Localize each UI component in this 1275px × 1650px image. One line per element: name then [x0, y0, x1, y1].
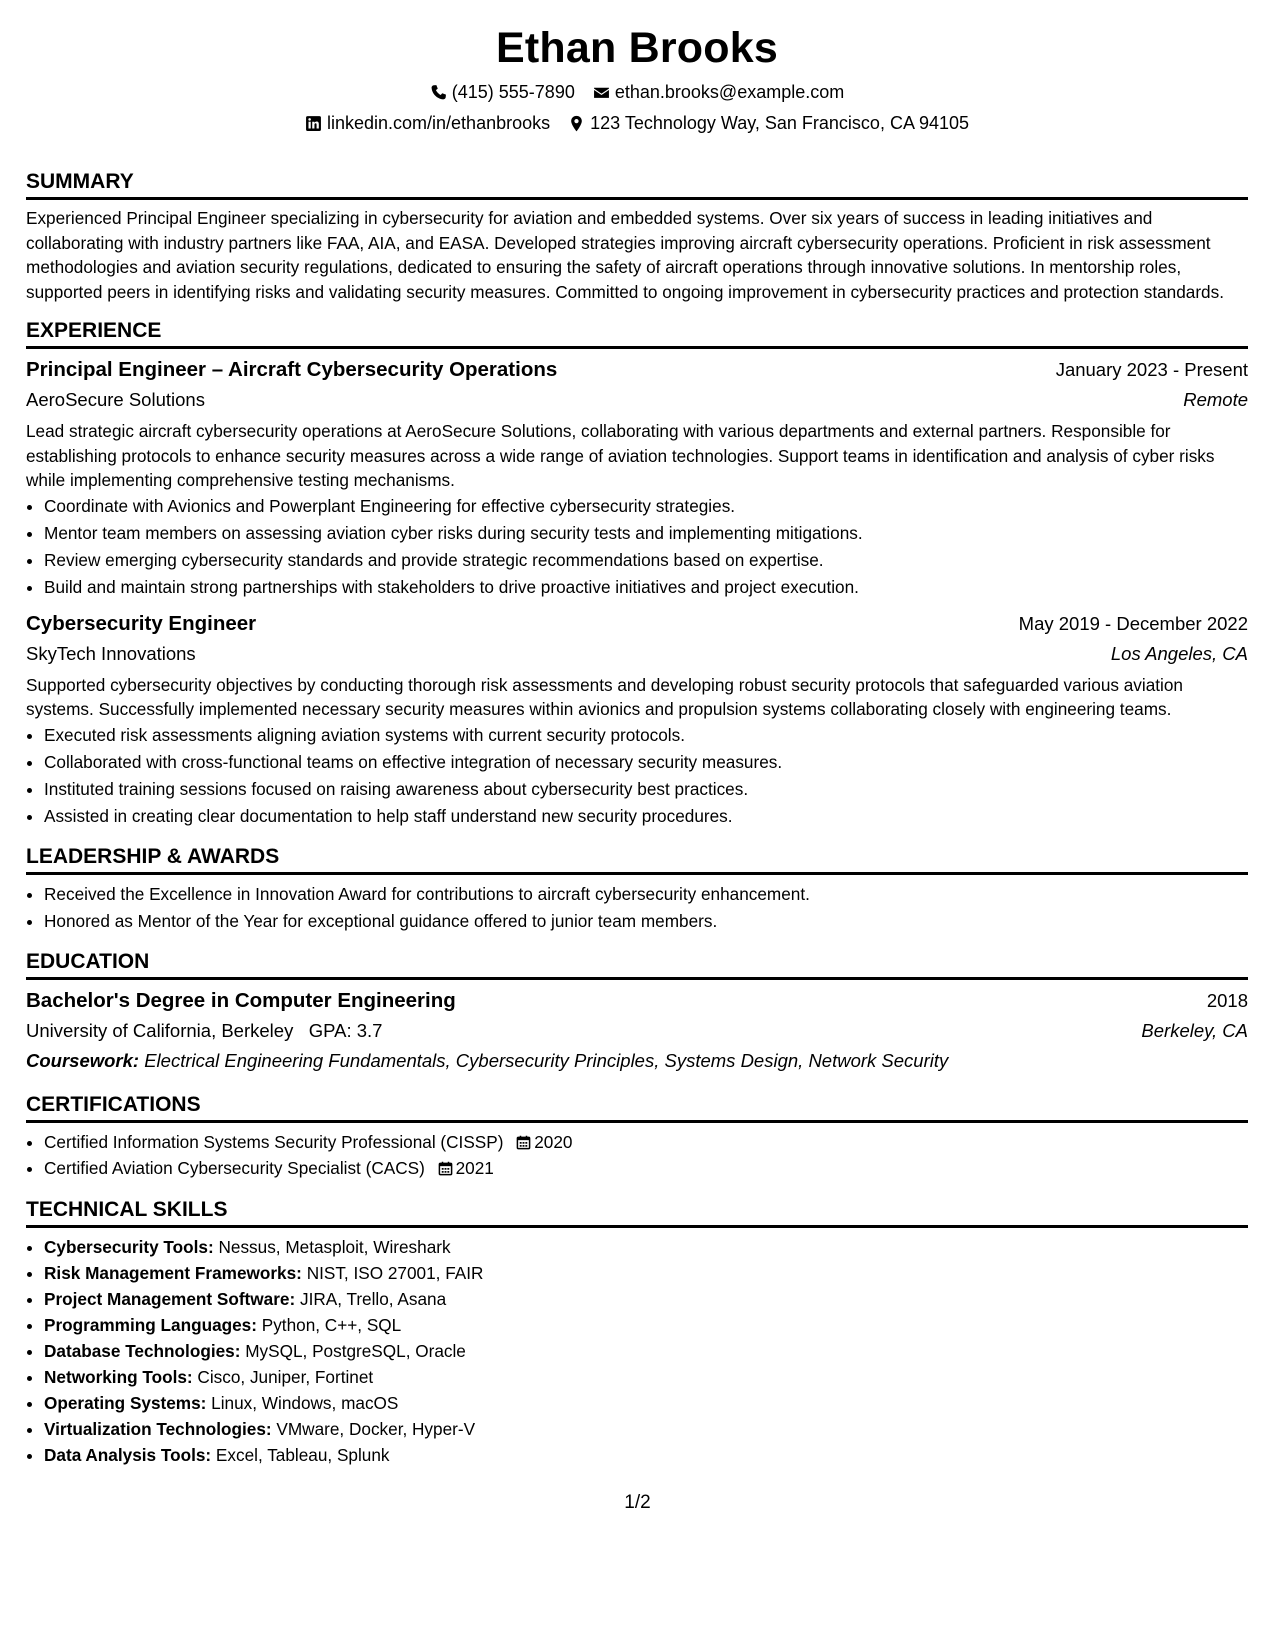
- list-item: [44, 1129, 1248, 1155]
- skill-value: Cisco, Juniper, Fortinet: [197, 1366, 374, 1387]
- school-and-gpa: [26, 1016, 382, 1046]
- certifications-section: [26, 1092, 1248, 1181]
- list-item: • Mentor team members on assessing aviation cyber risks during security tests and implementing mitigations.: [44, 520, 1248, 547]
- job-bullets: [26, 493, 1248, 601]
- list-item: • Review emerging cybersecurity standards and provide strategic recommendations based on expertise.: [44, 547, 1248, 574]
- list-item: [44, 1312, 1248, 1338]
- linkedin-url[interactable]: linkedin.com/in/ethanbrooks: [326, 113, 551, 133]
- contact-row-1: [26, 80, 1248, 104]
- skill-label: Project Management Software:: [44, 1288, 296, 1309]
- list-item: • Coordinate with Avionics and Powerplant Engineering for effective cybersecurity strategies.: [44, 493, 1248, 520]
- phone-icon: [430, 84, 447, 101]
- street-address: 123 Technology Way, San Francisco, CA 94105: [590, 113, 970, 133]
- list-item: • Build and maintain strong partnerships with stakeholders to drive proactive initiatives and project execution.: [44, 574, 1248, 601]
- skill-label: Risk Management Frameworks:: [44, 1262, 302, 1283]
- linkedin-icon: [305, 115, 322, 132]
- skill-value: Python, C++, SQL: [261, 1314, 402, 1335]
- job-location: Remote: [1183, 389, 1248, 410]
- list-item: • Received the Excellence in Innovation Award for contributions to aircraft cybersecurity enhancement.: [44, 881, 1248, 908]
- email-contact[interactable]: [593, 80, 844, 104]
- list-item: • Instituted training sessions focused on raising awareness about cybersecurity best practices.: [44, 776, 1248, 803]
- list-item: • Collaborated with cross-functional teams on effective integration of necessary security measures.: [44, 749, 1248, 776]
- section-title-education: EDUCATION: [26, 949, 1248, 980]
- graduation-year: 2018: [1206, 989, 1248, 1011]
- job-entry: [26, 609, 1248, 830]
- skill-value: Nessus, Metasploit, Wireshark: [218, 1236, 451, 1257]
- coursework: [26, 1046, 1248, 1076]
- skills-list: [26, 1234, 1248, 1468]
- job-title: Principal Engineer – Aircraft Cybersecurity Operations: [26, 358, 558, 381]
- candidate-name: Ethan Brooks: [496, 24, 778, 72]
- job-company: AeroSecure Solutions: [26, 389, 205, 410]
- list-item: [44, 1234, 1248, 1260]
- leadership-section: [26, 844, 1248, 935]
- coursework-label: Coursework:: [26, 1049, 140, 1071]
- certification-year: 2021: [455, 1157, 494, 1178]
- list-item: [44, 1416, 1248, 1442]
- address-contact: [568, 111, 969, 135]
- calendar-icon: [438, 1161, 453, 1176]
- coursework-list: Electrical Engineering Fundamentals, Cybersecurity Principles, Systems Design, Network Security: [144, 1049, 949, 1071]
- skill-label: Database Technologies:: [44, 1340, 241, 1361]
- skill-label: Virtualization Technologies:: [44, 1418, 272, 1439]
- resume-page: [26, 0, 1248, 1468]
- job-header: [26, 355, 1248, 385]
- job-company: SkyTech Innovations: [26, 642, 196, 664]
- skill-value: Excel, Tableau, Splunk: [215, 1444, 390, 1465]
- section-title-leadership: LEADERSHIP & AWARDS: [26, 844, 1248, 875]
- job-location: Los Angeles, CA: [1110, 642, 1248, 664]
- list-item: • Assisted in creating clear documentation to help staff understand new security procedures.: [44, 803, 1248, 830]
- map-pin-icon: [568, 115, 585, 132]
- education-location: Berkeley, CA: [1141, 1019, 1248, 1041]
- skill-value: Linux, Windows, macOS: [211, 1392, 399, 1413]
- skill-label: Cybersecurity Tools:: [44, 1236, 214, 1257]
- certification-year: 2020: [534, 1131, 573, 1152]
- education-subheader: [26, 1016, 1248, 1046]
- education-section: [26, 949, 1248, 1076]
- list-item: • Executed risk assessments aligning aviation systems with current security protocols.: [44, 722, 1248, 749]
- list-item: • Honored as Mentor of the Year for exceptional guidance offered to junior team members.: [44, 908, 1248, 935]
- job-header: [26, 609, 1248, 639]
- leadership-bullets: [26, 881, 1248, 935]
- education-header: [26, 986, 1248, 1016]
- job-dates: May 2019 - December 2022: [1018, 612, 1248, 634]
- skill-value: VMware, Docker, Hyper-V: [276, 1418, 476, 1439]
- skills-section: [26, 1197, 1248, 1468]
- list-item: [44, 1155, 1248, 1181]
- job-bullets: [26, 722, 1248, 830]
- skill-label: Data Analysis Tools:: [44, 1444, 212, 1465]
- email-address[interactable]: ethan.brooks@example.com: [614, 82, 845, 102]
- list-item: [44, 1338, 1248, 1364]
- gpa: GPA: 3.7: [308, 1019, 383, 1041]
- skill-value: NIST, ISO 27001, FAIR: [306, 1262, 484, 1283]
- linkedin-contact[interactable]: [305, 111, 550, 135]
- job-subheader: [26, 385, 1248, 415]
- job-description: Lead strategic aircraft cybersecurity operations at AeroSecure Solutions, collaborating with various departments and external partners. Responsible for establishing protocols to enhance security measures across a wide range of aviation technologies. Support teams in identification and analysis of cyber risks while implementing comprehensive testing mechanisms.: [26, 421, 1215, 490]
- phone-contact: [430, 80, 575, 104]
- job-entry: [26, 355, 1248, 601]
- skill-value: MySQL, PostgreSQL, Oracle: [245, 1340, 466, 1361]
- skill-label: Operating Systems:: [44, 1392, 207, 1413]
- list-item: [44, 1260, 1248, 1286]
- degree: Bachelor's Degree in Computer Engineering: [26, 988, 456, 1012]
- page-number: 1/2: [624, 1492, 651, 1513]
- certification-name: Certified Information Systems Security Professional (CISSP): [44, 1131, 504, 1152]
- summary-text: Experienced Principal Engineer specializing in cybersecurity for aviation and embedded systems. Over six years of success in leading initiatives and collaborating with industry partners like FAA, AIA, and EASA. Developed strategies improving aircraft cybersecurity operations. Proficient in risk assessment methodologies and aviation security regulations, dedicated to ensuring the safety of aircraft operations through innovative solutions. In mentorship roles, supported peers in identifying risks and validating security measures. Committed to ongoing improvement in cybersecurity practices and protection standards.: [26, 208, 1224, 302]
- list-item: [44, 1390, 1248, 1416]
- list-item: [44, 1364, 1248, 1390]
- envelope-icon: [593, 84, 610, 101]
- section-title-certifications: CERTIFICATIONS: [26, 1092, 1248, 1123]
- school-name: University of California, Berkeley: [26, 1019, 294, 1041]
- job-subheader: [26, 639, 1248, 669]
- section-title-experience: EXPERIENCE: [26, 318, 1248, 349]
- list-item: [44, 1286, 1248, 1312]
- job-description: Supported cybersecurity objectives by conducting thorough risk assessments and developing robust security protocols that safeguarded various aviation systems. Successfully implemented necessary security measures within avionics and propulsion systems collaborating closely with engineering teams.: [26, 674, 1183, 719]
- experience-section: [26, 318, 1248, 830]
- job-dates: January 2023 - Present: [1055, 359, 1248, 380]
- contact-row-2: [26, 111, 1248, 135]
- job-title: Cybersecurity Engineer: [26, 611, 257, 635]
- section-title-skills: TECHNICAL SKILLS: [26, 1197, 1248, 1228]
- section-title-summary: SUMMARY: [26, 169, 1248, 200]
- phone-number: (415) 555-7890: [451, 82, 575, 102]
- list-item: [44, 1442, 1248, 1468]
- calendar-icon: [516, 1135, 531, 1150]
- certification-name: Certified Aviation Cybersecurity Specialist (CACS): [44, 1157, 425, 1178]
- skill-label: Programming Languages:: [44, 1314, 257, 1335]
- skill-value: JIRA, Trello, Asana: [299, 1288, 447, 1309]
- certification-list: [26, 1129, 1248, 1181]
- skill-label: Networking Tools:: [44, 1366, 193, 1387]
- summary-section: [26, 169, 1248, 304]
